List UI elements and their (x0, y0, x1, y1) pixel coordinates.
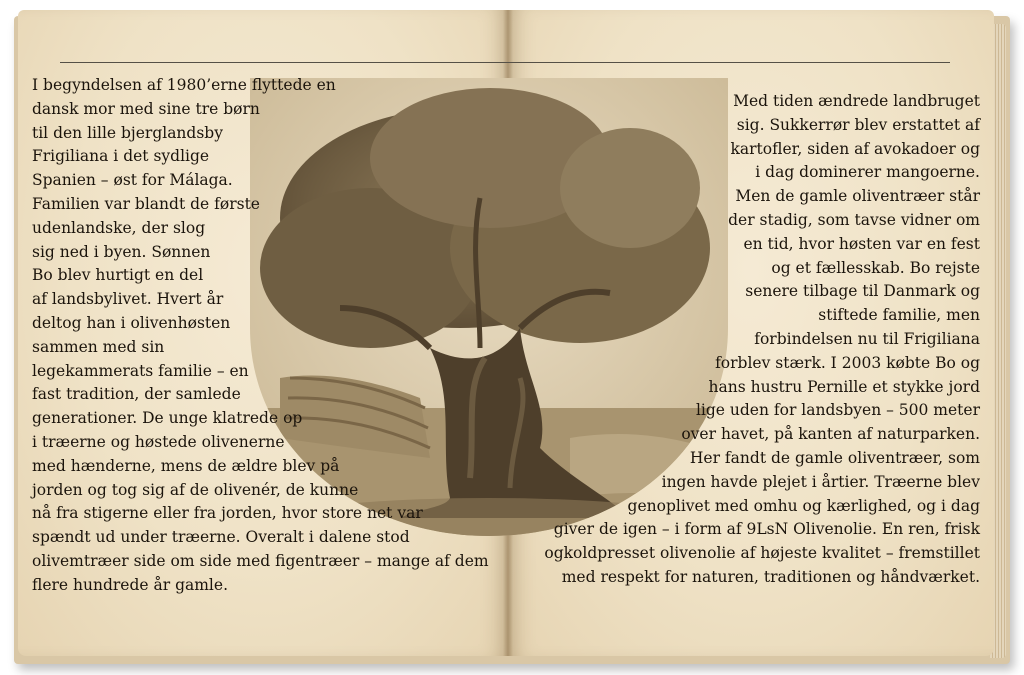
right-text-line: giver de igen – i form af 9LsN Olivenolie. En ren, frisk (553, 520, 980, 539)
left-text-line: Spanien – øst for Málaga. (32, 171, 233, 190)
right-text-line: Med tiden ændrede landbruget (733, 92, 980, 110)
left-column-text (32, 74, 489, 598)
right-text-line: Men de gamle oliventræer står (735, 187, 980, 206)
left-text-line: Bo blev hurtigt en del (32, 266, 204, 285)
left-text-line: fast tradition, der samlede (32, 385, 241, 404)
right-text-line: genoplivet med omhu og kærlighed, og i dag (627, 496, 980, 515)
right-text-line: sig. Sukkerrør blev erstattet af (736, 115, 980, 134)
right-text-line: ingen havde plejet i årtier. Træerne blev (661, 472, 980, 491)
right-text-line: senere tilbage til Danmark og (745, 282, 980, 301)
left-text-line: af landsbylivet. Hvert år (32, 290, 224, 309)
left-text-line: legekammerats familie – en (32, 361, 249, 380)
left-text-line: Frigiliana i det sydlige (32, 147, 210, 166)
right-text-line: lige uden for landsbyen – 500 meter (695, 401, 980, 420)
right-text-line: i dag dominerer mangoerne. (755, 163, 980, 182)
right-text-line: stiftede familie, men (818, 306, 980, 325)
left-text-line: flere hundrede år gamle. (32, 575, 228, 594)
right-text-line: forblev stærk. I 2003 købte Bo og (715, 353, 980, 372)
left-text-line: generationer. De unge klatrede op (32, 409, 303, 428)
right-text-line: ogkoldpresset olivenolie af højeste kvalitet – fremstillet (544, 544, 980, 563)
right-text-line: en tid, hvor høsten var en fest (743, 234, 980, 253)
right-text-line: hans hustru Pernille et stykke jord (708, 377, 980, 396)
left-text-line: sig ned i byen. Sønnen (32, 242, 211, 261)
left-text-line: sammen med sin (32, 337, 165, 356)
right-text-line: Her fandt de gamle oliventræer, som (689, 448, 980, 467)
left-text-line: til den lille bjerglandsby (32, 123, 223, 142)
right-text-line: over havet, på kanten af naturparken. (681, 425, 980, 444)
right-text-line: kartofler, siden af avokadoer og (730, 139, 980, 158)
left-text-line: nå fra stigerne eller fra jorden, hvor store net var (32, 504, 423, 523)
right-text-line: der stadig, som tavse vidner om (728, 210, 980, 229)
right-text-line: med respekt for naturen, traditionen og håndværket. (561, 567, 980, 586)
left-text-line: dansk mor med sine tre børn (32, 99, 260, 118)
right-text-line: og et fællesskab. Bo rejste (771, 258, 980, 277)
left-text-line: spændt ud under træerne. Overalt i dalene stod (32, 528, 410, 547)
left-text-line: olivemtræer side om side med figentræer – mange af dem (32, 551, 489, 570)
left-text-line: med hænderne, mens de ældre blev på (32, 456, 340, 475)
header-rule (60, 62, 950, 63)
left-text-line: Familien var blandt de første (32, 194, 260, 213)
left-text-line: I begyndelsen af 1980’erne flyttede en (32, 76, 336, 94)
left-text-line: jorden og tog sig af de olivenér, de kunne (32, 480, 359, 499)
left-text-line: deltog han i olivenhøsten (32, 313, 231, 332)
left-text-line: i træerne og høstede olivenerne (32, 432, 285, 451)
right-column-text (544, 90, 980, 590)
right-text-line: forbindelsen nu til Frigiliana (754, 329, 980, 348)
left-text-line: udenlandske, der slog (32, 218, 206, 237)
